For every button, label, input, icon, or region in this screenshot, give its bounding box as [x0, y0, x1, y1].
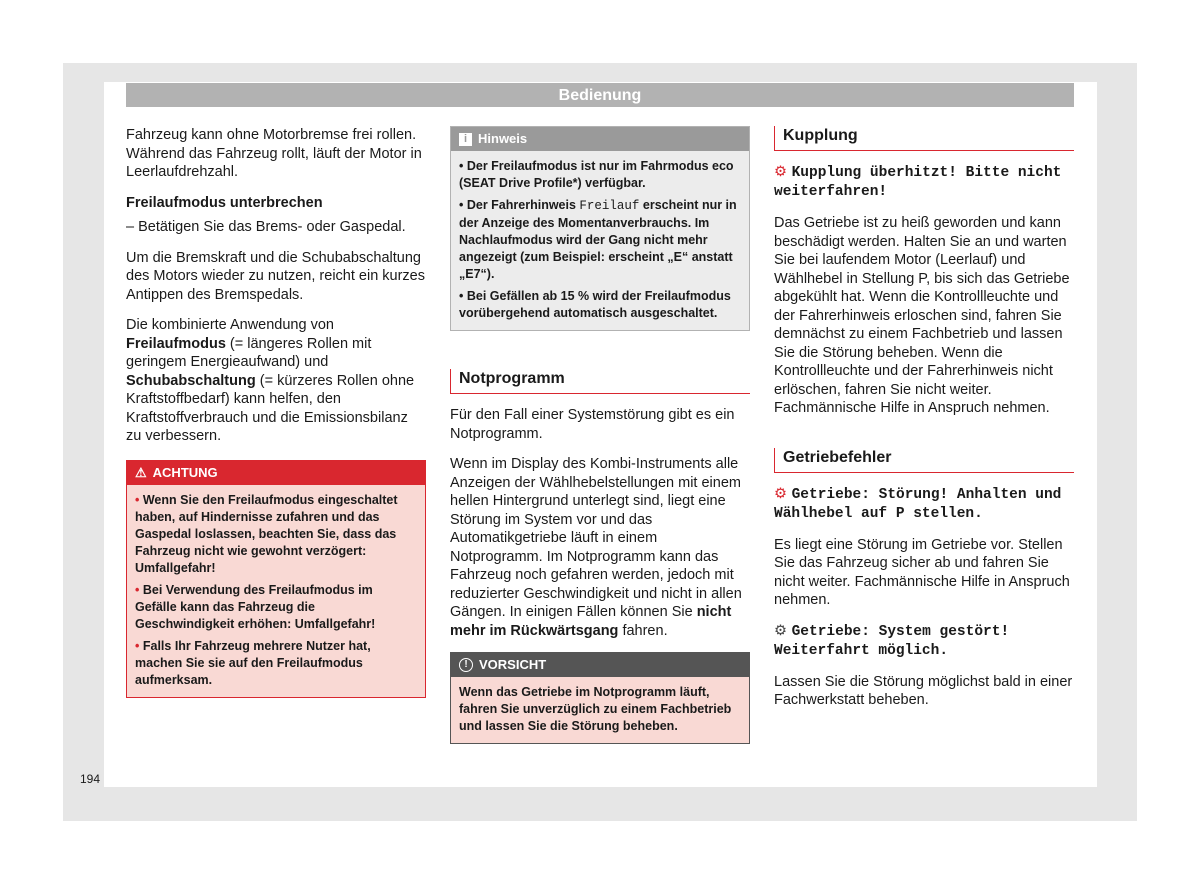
caution-box — [450, 652, 750, 744]
warning-text: Bei Verwendung des Freilaufmodus im Gefälle kann das Fahrzeug die Geschwindigkeit erhöhen: Umfallgefahr! — [135, 582, 376, 631]
page-number: 194 — [80, 772, 101, 786]
hint-text: Bei Gefällen ab 15 % wird der Freilaufmodus vorübergehend automatisch ausgeschaltet. — [459, 289, 731, 320]
paragraph — [126, 316, 426, 446]
warning-header — [127, 461, 425, 485]
instruction-step: – Betätigen Sie das Brems- oder Gaspedal. — [126, 219, 406, 235]
hint-title: Hinweis — [478, 131, 528, 146]
warning-body — [127, 485, 425, 697]
text: (= kürzeres Rollen ohne Kraftstoffbedarf) kann helfen, den Kraftstoffverbrauch und die Emissionsbilanz zu verbessern. — [126, 372, 415, 444]
caution-header — [451, 653, 749, 677]
warning-box — [126, 460, 426, 698]
hint-body — [451, 151, 749, 330]
hint-item: • Der Freilaufmodus ist nur im Fahrmodus eco (SEAT Drive Profile*) verfügbar. — [459, 159, 734, 190]
display-message — [774, 485, 1074, 524]
display-message — [774, 622, 1074, 661]
hint-text: Der Fahrerhinweis — [466, 198, 580, 212]
warning-light-icon: ⚙ — [774, 622, 792, 639]
paragraph: Um die Bremskraft und die Schubabschaltung des Motors wieder zu nutzen, reicht ein kurzes Antippen des Bremspedals. — [126, 249, 425, 303]
warning-light-icon: ⚙ — [774, 485, 792, 502]
paragraph: Für den Fall einer Systemstörung gibt es ein Notprogramm. — [450, 407, 735, 442]
bold-term: Schubabschaltung — [126, 372, 256, 389]
section-heading: Kupplung — [774, 126, 1074, 151]
hint-item: • Bei Gefällen ab 15 % wird der Freilaufmodus vorübergehend automatisch ausgeschaltet. — [459, 289, 731, 320]
bold-term: nicht mehr im Rückwärtsgang — [450, 604, 732, 639]
paragraph — [450, 455, 750, 640]
warning-text: Falls Ihr Fahrzeug mehrere Nutzer hat, machen Sie sie auf den Freilaufmodus aufmerksam. — [135, 638, 371, 687]
caution-body — [451, 677, 749, 743]
bold-term: Freilaufmodus — [126, 335, 226, 352]
bullet-icon: • — [135, 638, 143, 653]
text: Wenn im Display des Kombi-Instruments alle Anzeigen der Wählhebelstellungen mit einem hellen Hintergrund unterlegt sind, liegt eine Störung im System vor und das Automatikgetriebe läuft in einem Notprogramm. Im Notprogramm kann das Fahrzeug noch gefahren werden, jedoch mit reduzierter Geschwindigkeit und nicht in allen Gängen. In einigen Fällen können Sie — [450, 456, 742, 620]
text: (= längeres Rollen mit geringem Energieaufwand) und — [126, 335, 372, 370]
message-text: Getriebe: System gestört! Weiterfahrt möglich. — [774, 623, 1010, 659]
warning-title: ACHTUNG — [152, 464, 218, 480]
caution-circle-icon: ! — [459, 658, 473, 672]
warning-text: Wenn Sie den Freilaufmodus eingeschaltet haben, auf Hindernisse zufahren und das Gaspedal loslassen, beachten Sie, dass das Fahrzeug nicht wie gewohnt verzögert: Umfallgefahr! — [135, 492, 398, 575]
section-heading: Getriebefehler — [774, 448, 1074, 473]
hint-text: Der Freilaufmodus ist nur im Fahrmodus eco (SEAT Drive Profile*) verfügbar. — [459, 159, 734, 190]
warning-item — [135, 582, 415, 633]
page-header: Bedienung — [126, 83, 1074, 107]
warning-item — [135, 638, 415, 689]
display-message — [774, 163, 1074, 202]
info-icon: i — [459, 133, 472, 146]
warning-light-icon: ⚙ — [774, 164, 792, 180]
column-right — [774, 126, 1074, 722]
warning-triangle-icon: ⚠ — [135, 464, 147, 480]
paragraph: Fahrzeug kann ohne Motorbremse frei rollen. Während das Fahrzeug rollt, läuft der Motor in Leerlaufdrehzahl. — [126, 127, 422, 180]
paragraph: Lassen Sie die Störung möglichst bald in einer Fachwerkstatt beheben. — [774, 673, 1073, 708]
subheading: Freilaufmodus unterbrechen — [126, 194, 323, 211]
bullet-icon: • — [135, 582, 143, 597]
text: fahren. — [618, 622, 668, 639]
column-left — [126, 126, 426, 698]
caution-title: VORSICHT — [479, 657, 547, 672]
paragraph: Das Getriebe ist zu heiß geworden und kann beschädigt werden. Halten Sie an und warten Sie bei laufendem Motor (Leerlauf) und Wählhebel in Stellung P, bis sich das Getriebe abgekühlt hat. Wenn die Kontrollleuchte und der Fahrerhinweis erloschen sind, fahren Sie demnächst zu einem Fachbetrieb und lassen Sie die Störung beheben. Wenn die Kontrollleuchte und der Fahrerhinweis nicht erlöschen, fahren Sie nicht weiter. Fachmännische Hilfe in Anspruch nehmen. — [774, 215, 1070, 416]
hint-item: • Der Fahrerhinweis Freilauf erscheint nur in der Anzeige des Momentanverbrauchs. Im Nachlaufmodus wird der Gang nicht mehr angezeigt (zum Beispiel: erscheint „E“ anstatt „E7“). — [459, 198, 737, 281]
warning-item — [135, 492, 415, 577]
bullet-icon: • — [135, 492, 143, 507]
display-message: Freilauf — [579, 199, 640, 213]
column-middle — [450, 126, 750, 744]
section-heading: Notprogramm — [450, 369, 750, 394]
hint-text: erscheint nur in der Anzeige des Momentanverbrauchs. Im Nachlaufmodus wird der Gang nicht mehr angezeigt (zum Beispiel: erscheint „E“ anstatt „E7“). — [459, 198, 737, 281]
message-text: Getriebe: Störung! Anhalten und Wählhebel auf P stellen. — [774, 486, 1062, 522]
text: Die kombinierte Anwendung von — [126, 317, 334, 333]
paragraph: Es liegt eine Störung im Getriebe vor. Stellen Sie das Fahrzeug sicher ab und fahren Sie nicht weiter. Fachmännische Hilfe in Anspruch nehmen. — [774, 536, 1070, 608]
hint-box — [450, 126, 750, 331]
message-text: Kupplung überhitzt! Bitte nicht weiterfahren! — [774, 165, 1062, 200]
hint-header — [451, 127, 749, 151]
caution-text: Wenn das Getriebe im Notprogramm läuft, fahren Sie unverzüglich zu einem Fachbetrieb und lassen Sie die Störung beheben. — [459, 685, 732, 733]
